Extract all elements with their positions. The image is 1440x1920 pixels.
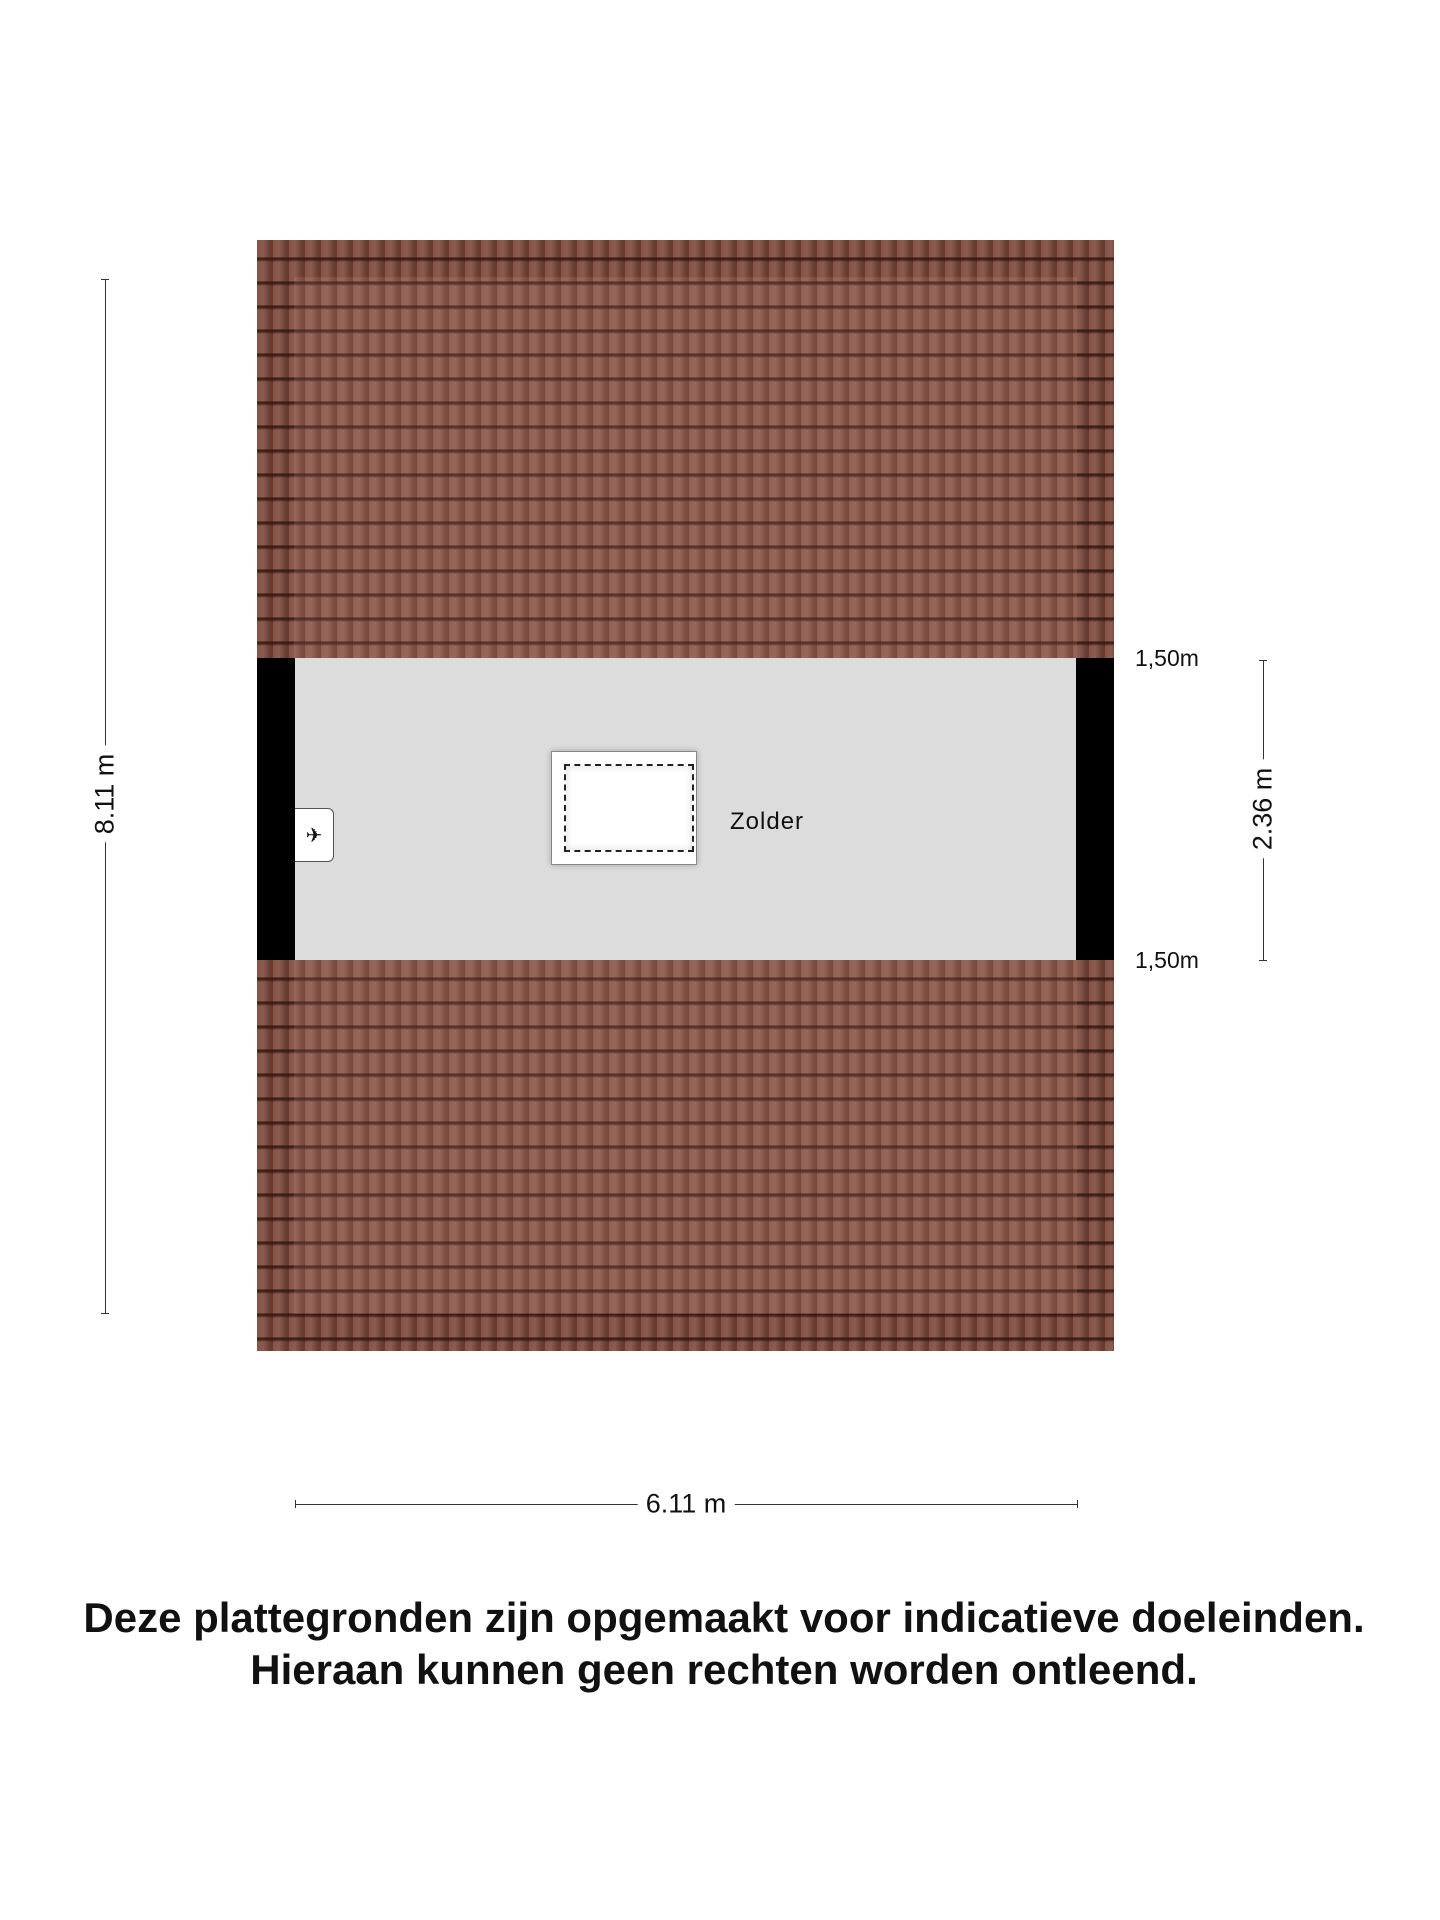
- dim-tick: [295, 1500, 296, 1508]
- disclaimer-line-1: Deze plattegronden zijn opgemaakt voor indicatieve doeleinden.: [83, 1594, 1365, 1641]
- right-gable-wall: [1076, 658, 1114, 960]
- boiler-icon: ✈: [295, 808, 334, 862]
- dim-tick: [1259, 960, 1267, 961]
- depth-dimension-label: 2.36 m: [1248, 760, 1279, 859]
- width-dimension-label: 6.11 m: [638, 1489, 735, 1520]
- knee-wall-label-top: 1,50m: [1135, 645, 1199, 671]
- dim-tick: [101, 279, 109, 280]
- left-gable-wall: [257, 658, 295, 960]
- room-label: Zolder: [730, 808, 805, 835]
- roof-hatch: [551, 751, 697, 865]
- dim-tick: [101, 1313, 109, 1314]
- hatch-opening: [564, 764, 694, 852]
- disclaimer-line-2: Hieraan kunnen geen rechten worden ontleend.: [250, 1646, 1198, 1693]
- dim-tick: [1259, 660, 1267, 661]
- height-dimension-label: 8.11 m: [90, 746, 121, 843]
- knee-wall-label-bottom: 1,50m: [1135, 947, 1199, 973]
- dim-tick: [1077, 1500, 1078, 1508]
